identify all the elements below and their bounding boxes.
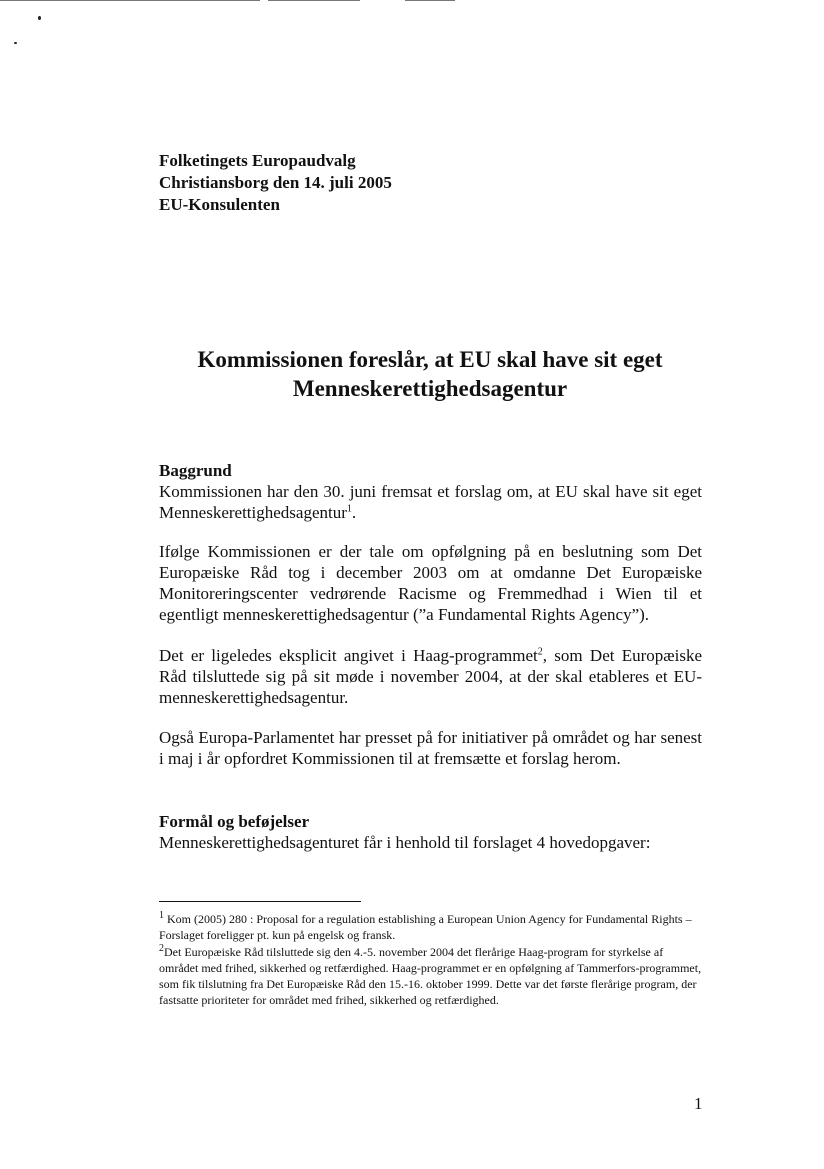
footnote-ref-1: 1 [346,503,352,515]
footnote-1-mark: 1 [159,910,164,921]
paragraph-3-text-a: Det er ligeledes eksplicit angivet i Haag-programmet [159,646,538,665]
paragraph-1 [159,481,702,523]
footnote-2-text: Det Europæiske Råd tilsluttede sig den 4.-5. november 2004 det flerårige Haag-program for styrkelse af området med frihed, sikkerhed og retfærdighed. Haag-programmet er en opfølgning af Tammerfors-programmet, som fik tilslutning fra Det Europæiske Råd den 15.-16. oktober 1999. Dette var det første flerårige program, der fastsatte prioriteter for området med frihed, sikkerhed og retfærdighed. [159,945,702,1007]
scan-speck [38,16,41,20]
document-title [150,345,710,403]
author: EU-Konsulenten [159,195,280,214]
footnote-1 [159,911,702,943]
scan-speck [14,42,17,44]
paragraph-1-end: . [351,503,357,522]
paragraph-3 [159,645,702,708]
scan-edge-line [0,0,260,1]
footnote-2-mark: 2 [159,943,164,954]
sender-header [159,150,392,216]
section-heading-formaal: Formål og beføjelser [159,812,310,831]
title-line-2: Menneskerettighedsagentur [292,376,568,401]
scan-edge-line [268,0,360,1]
page-number: 1 [694,1094,703,1113]
place-date: Christiansborg den 14. juli 2005 [159,173,392,192]
footnote-2 [159,944,702,1008]
section-heading-baggrund: Baggrund [159,461,232,480]
footnote-1-text: Kom (2005) 280 : Proposal for a regulation establishing a European Union Agency for Fundamental Rights – Forslaget foreligger pt. kun på engelsk og fransk. [159,912,692,942]
paragraph-4: Også Europa-Parlamentet har presset på for initiativer på området og har senest i maj i år opfordret Kommissionen til at fremsætte et forslag herom. [159,728,702,768]
title-line-1: Kommissionen foreslår, at EU skal have sit eget [197,347,663,372]
paragraph-1-text: Kommissionen har den 30. juni fremsat et forslag om, at EU skal have sit eget Menneskerettighedsagentur [159,482,702,522]
scan-edge-line [405,0,455,1]
committee-name: Folketingets Europaudvalg [159,151,356,170]
footnote-ref-2: 2 [537,646,543,658]
paragraph-5: Menneskerettighedsagenturet får i henhold til forslaget 4 hovedopgaver: [159,833,651,852]
footnote-separator [159,901,361,902]
paragraph-2: Ifølge Kommissionen er der tale om opfølgning på en beslutning som Det Europæiske Råd tog i december 2003 om at omdanne Det Europæiske Monitoreringscenter vedrørende Racisme og Fremmedhad i Wien til et egentligt menneskerettighedsagentur (”a Fundamental Rights Agency”). [159,542,702,624]
paragraph-3-text-b: , som Det Europæiske Råd tilsluttede sig på sit møde i november 2004, at der skal etableres et EU-menneskerettighedsagentur. [159,646,702,707]
